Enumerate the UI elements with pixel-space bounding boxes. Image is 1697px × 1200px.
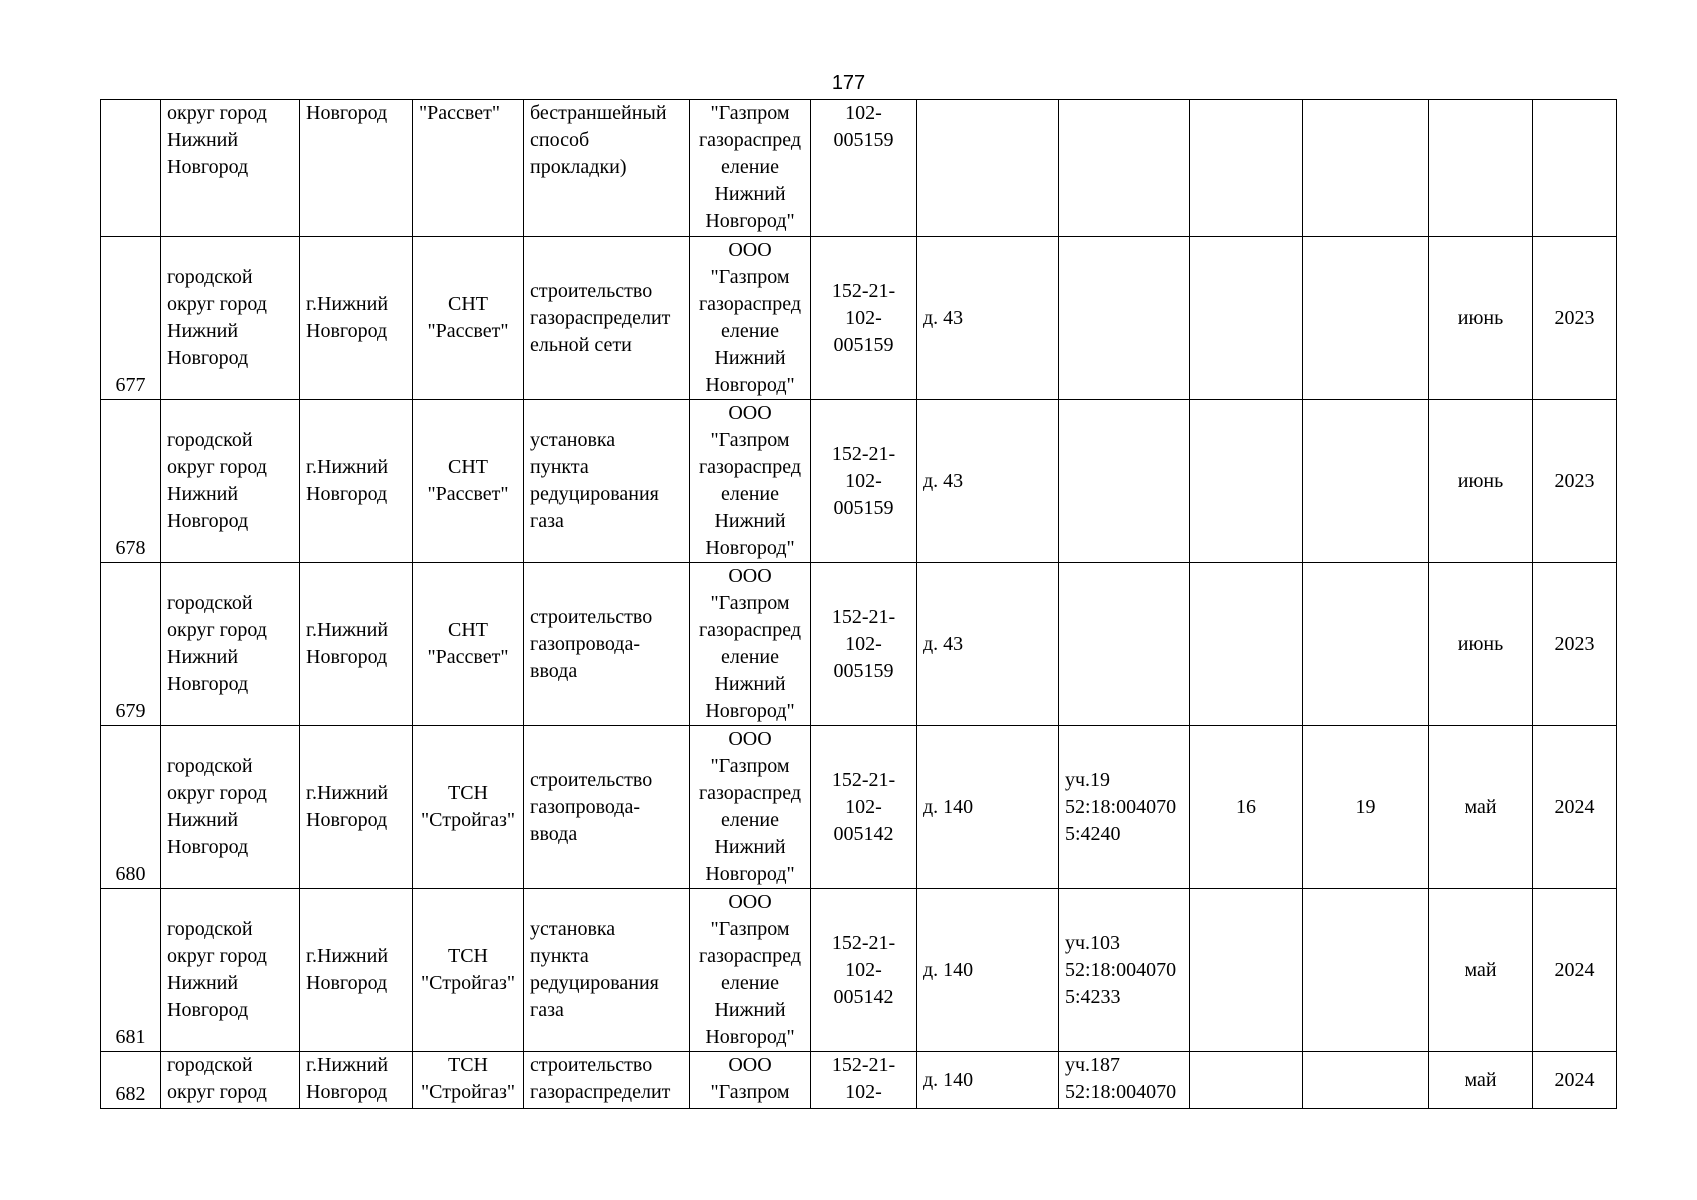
- year-cell: 2023: [1533, 563, 1617, 726]
- table-row: [101, 889, 1617, 1052]
- city-cell: г.Нижний Новгород: [300, 726, 413, 889]
- month-cell: [1429, 100, 1533, 237]
- row-number: 680: [101, 726, 161, 889]
- plot-cell: уч.103 52:18:004070 5:4233: [1059, 889, 1190, 1052]
- operator-cell: ООО "Газпром газораспред еление Нижний Новгород": [690, 726, 811, 889]
- contract-number-cell: 152-21- 102- 005159: [811, 400, 917, 563]
- table-row: [101, 563, 1617, 726]
- operator-cell: ООО "Газпром газораспред еление Нижний Новгород": [690, 563, 811, 726]
- table-row: [101, 400, 1617, 563]
- city-cell: г.Нижний Новгород: [300, 400, 413, 563]
- value-cell-11: [1303, 237, 1429, 400]
- operator-cell: ООО "Газпром газораспред еление Нижний Новгород": [690, 400, 811, 563]
- month-cell: май: [1429, 726, 1533, 889]
- contract-number-cell: 102- 005159: [811, 100, 917, 237]
- district-cell: городской округ город Нижний Новгород: [161, 563, 300, 726]
- month-cell: май: [1429, 1052, 1533, 1109]
- work-type-cell: установка пункта редуцирования газа: [524, 889, 690, 1052]
- operator-cell: ООО "Газпром: [690, 1052, 811, 1109]
- value-cell-11: [1303, 1052, 1429, 1109]
- month-cell: июнь: [1429, 237, 1533, 400]
- organization-cell: "Рассвет": [413, 100, 524, 237]
- work-type-cell: бестраншейный способ прокладки): [524, 100, 690, 237]
- work-type-cell: строительство газораспределит ельной сети: [524, 237, 690, 400]
- value-cell-10: [1190, 400, 1303, 563]
- table-row-partial: [101, 1052, 1617, 1109]
- house-cell: д. 43: [917, 400, 1059, 563]
- value-cell-11: [1303, 400, 1429, 563]
- value-cell-10: [1190, 563, 1303, 726]
- row-number: 677: [101, 237, 161, 400]
- row-number: 681: [101, 889, 161, 1052]
- organization-cell: СНТ "Рассвет": [413, 563, 524, 726]
- organization-cell: ТСН "Стройгаз": [413, 1052, 524, 1109]
- value-cell-11: [1303, 889, 1429, 1052]
- district-cell: округ город Нижний Новгород: [161, 100, 300, 237]
- value-cell-10: [1190, 100, 1303, 237]
- year-cell: 2024: [1533, 1052, 1617, 1109]
- plot-cell: [1059, 237, 1190, 400]
- city-cell: г.Нижний Новгород: [300, 563, 413, 726]
- plot-cell: уч.19 52:18:004070 5:4240: [1059, 726, 1190, 889]
- district-cell: городской округ город Нижний Новгород: [161, 237, 300, 400]
- city-cell: г.Нижний Новгород: [300, 889, 413, 1052]
- contract-number-cell: 152-21- 102- 005159: [811, 563, 917, 726]
- organization-cell: ТСН "Стройгаз": [413, 726, 524, 889]
- value-cell-10: 16: [1190, 726, 1303, 889]
- year-cell: [1533, 100, 1617, 237]
- organization-cell: ТСН "Стройгаз": [413, 889, 524, 1052]
- district-cell: городской округ город Нижний Новгород: [161, 889, 300, 1052]
- plot-cell: [1059, 400, 1190, 563]
- operator-cell: ООО "Газпром газораспред еление Нижний Новгород": [690, 889, 811, 1052]
- district-cell: городской округ город: [161, 1052, 300, 1109]
- gas-works-table: [100, 99, 1617, 1109]
- operator-cell: ООО "Газпром газораспред еление Нижний Новгород": [690, 237, 811, 400]
- house-cell: д. 140: [917, 726, 1059, 889]
- month-cell: июнь: [1429, 400, 1533, 563]
- month-cell: май: [1429, 889, 1533, 1052]
- contract-number-cell: 152-21- 102- 005142: [811, 726, 917, 889]
- work-type-cell: строительство газопровода- ввода: [524, 563, 690, 726]
- work-type-cell: установка пункта редуцирования газа: [524, 400, 690, 563]
- value-cell-10: [1190, 889, 1303, 1052]
- table-row: [101, 726, 1617, 889]
- value-cell-11: 19: [1303, 726, 1429, 889]
- row-number: [101, 100, 161, 237]
- plot-cell: [1059, 100, 1190, 237]
- contract-number-cell: 152-21- 102- 005142: [811, 889, 917, 1052]
- table-row: [101, 237, 1617, 400]
- contract-number-cell: 152-21- 102- 005159: [811, 237, 917, 400]
- district-cell: городской округ город Нижний Новгород: [161, 726, 300, 889]
- contract-number-cell: 152-21- 102-: [811, 1052, 917, 1109]
- house-cell: д. 43: [917, 563, 1059, 726]
- value-cell-10: [1190, 237, 1303, 400]
- plot-cell: уч.187 52:18:004070: [1059, 1052, 1190, 1109]
- house-cell: д. 140: [917, 889, 1059, 1052]
- work-type-cell: строительство газораспределит: [524, 1052, 690, 1109]
- house-cell: д. 43: [917, 237, 1059, 400]
- year-cell: 2023: [1533, 400, 1617, 563]
- value-cell-11: [1303, 563, 1429, 726]
- month-cell: июнь: [1429, 563, 1533, 726]
- organization-cell: СНТ "Рассвет": [413, 237, 524, 400]
- table-row-continuation: [101, 100, 1617, 237]
- city-cell: г.Нижний Новгород: [300, 237, 413, 400]
- year-cell: 2024: [1533, 726, 1617, 889]
- row-number: 678: [101, 400, 161, 563]
- house-cell: д. 140: [917, 1052, 1059, 1109]
- value-cell-10: [1190, 1052, 1303, 1109]
- operator-cell: "Газпром газораспред еление Нижний Новгород": [690, 100, 811, 237]
- plot-cell: [1059, 563, 1190, 726]
- value-cell-11: [1303, 100, 1429, 237]
- house-cell: [917, 100, 1059, 237]
- city-cell: г.Нижний Новгород: [300, 1052, 413, 1109]
- row-number: 679: [101, 563, 161, 726]
- year-cell: 2023: [1533, 237, 1617, 400]
- year-cell: 2024: [1533, 889, 1617, 1052]
- city-cell: Новгород: [300, 100, 413, 237]
- page-number: 177: [831, 72, 866, 94]
- work-type-cell: строительство газопровода- ввода: [524, 726, 690, 889]
- row-number: 682: [101, 1052, 161, 1109]
- organization-cell: СНТ "Рассвет": [413, 400, 524, 563]
- district-cell: городской округ город Нижний Новгород: [161, 400, 300, 563]
